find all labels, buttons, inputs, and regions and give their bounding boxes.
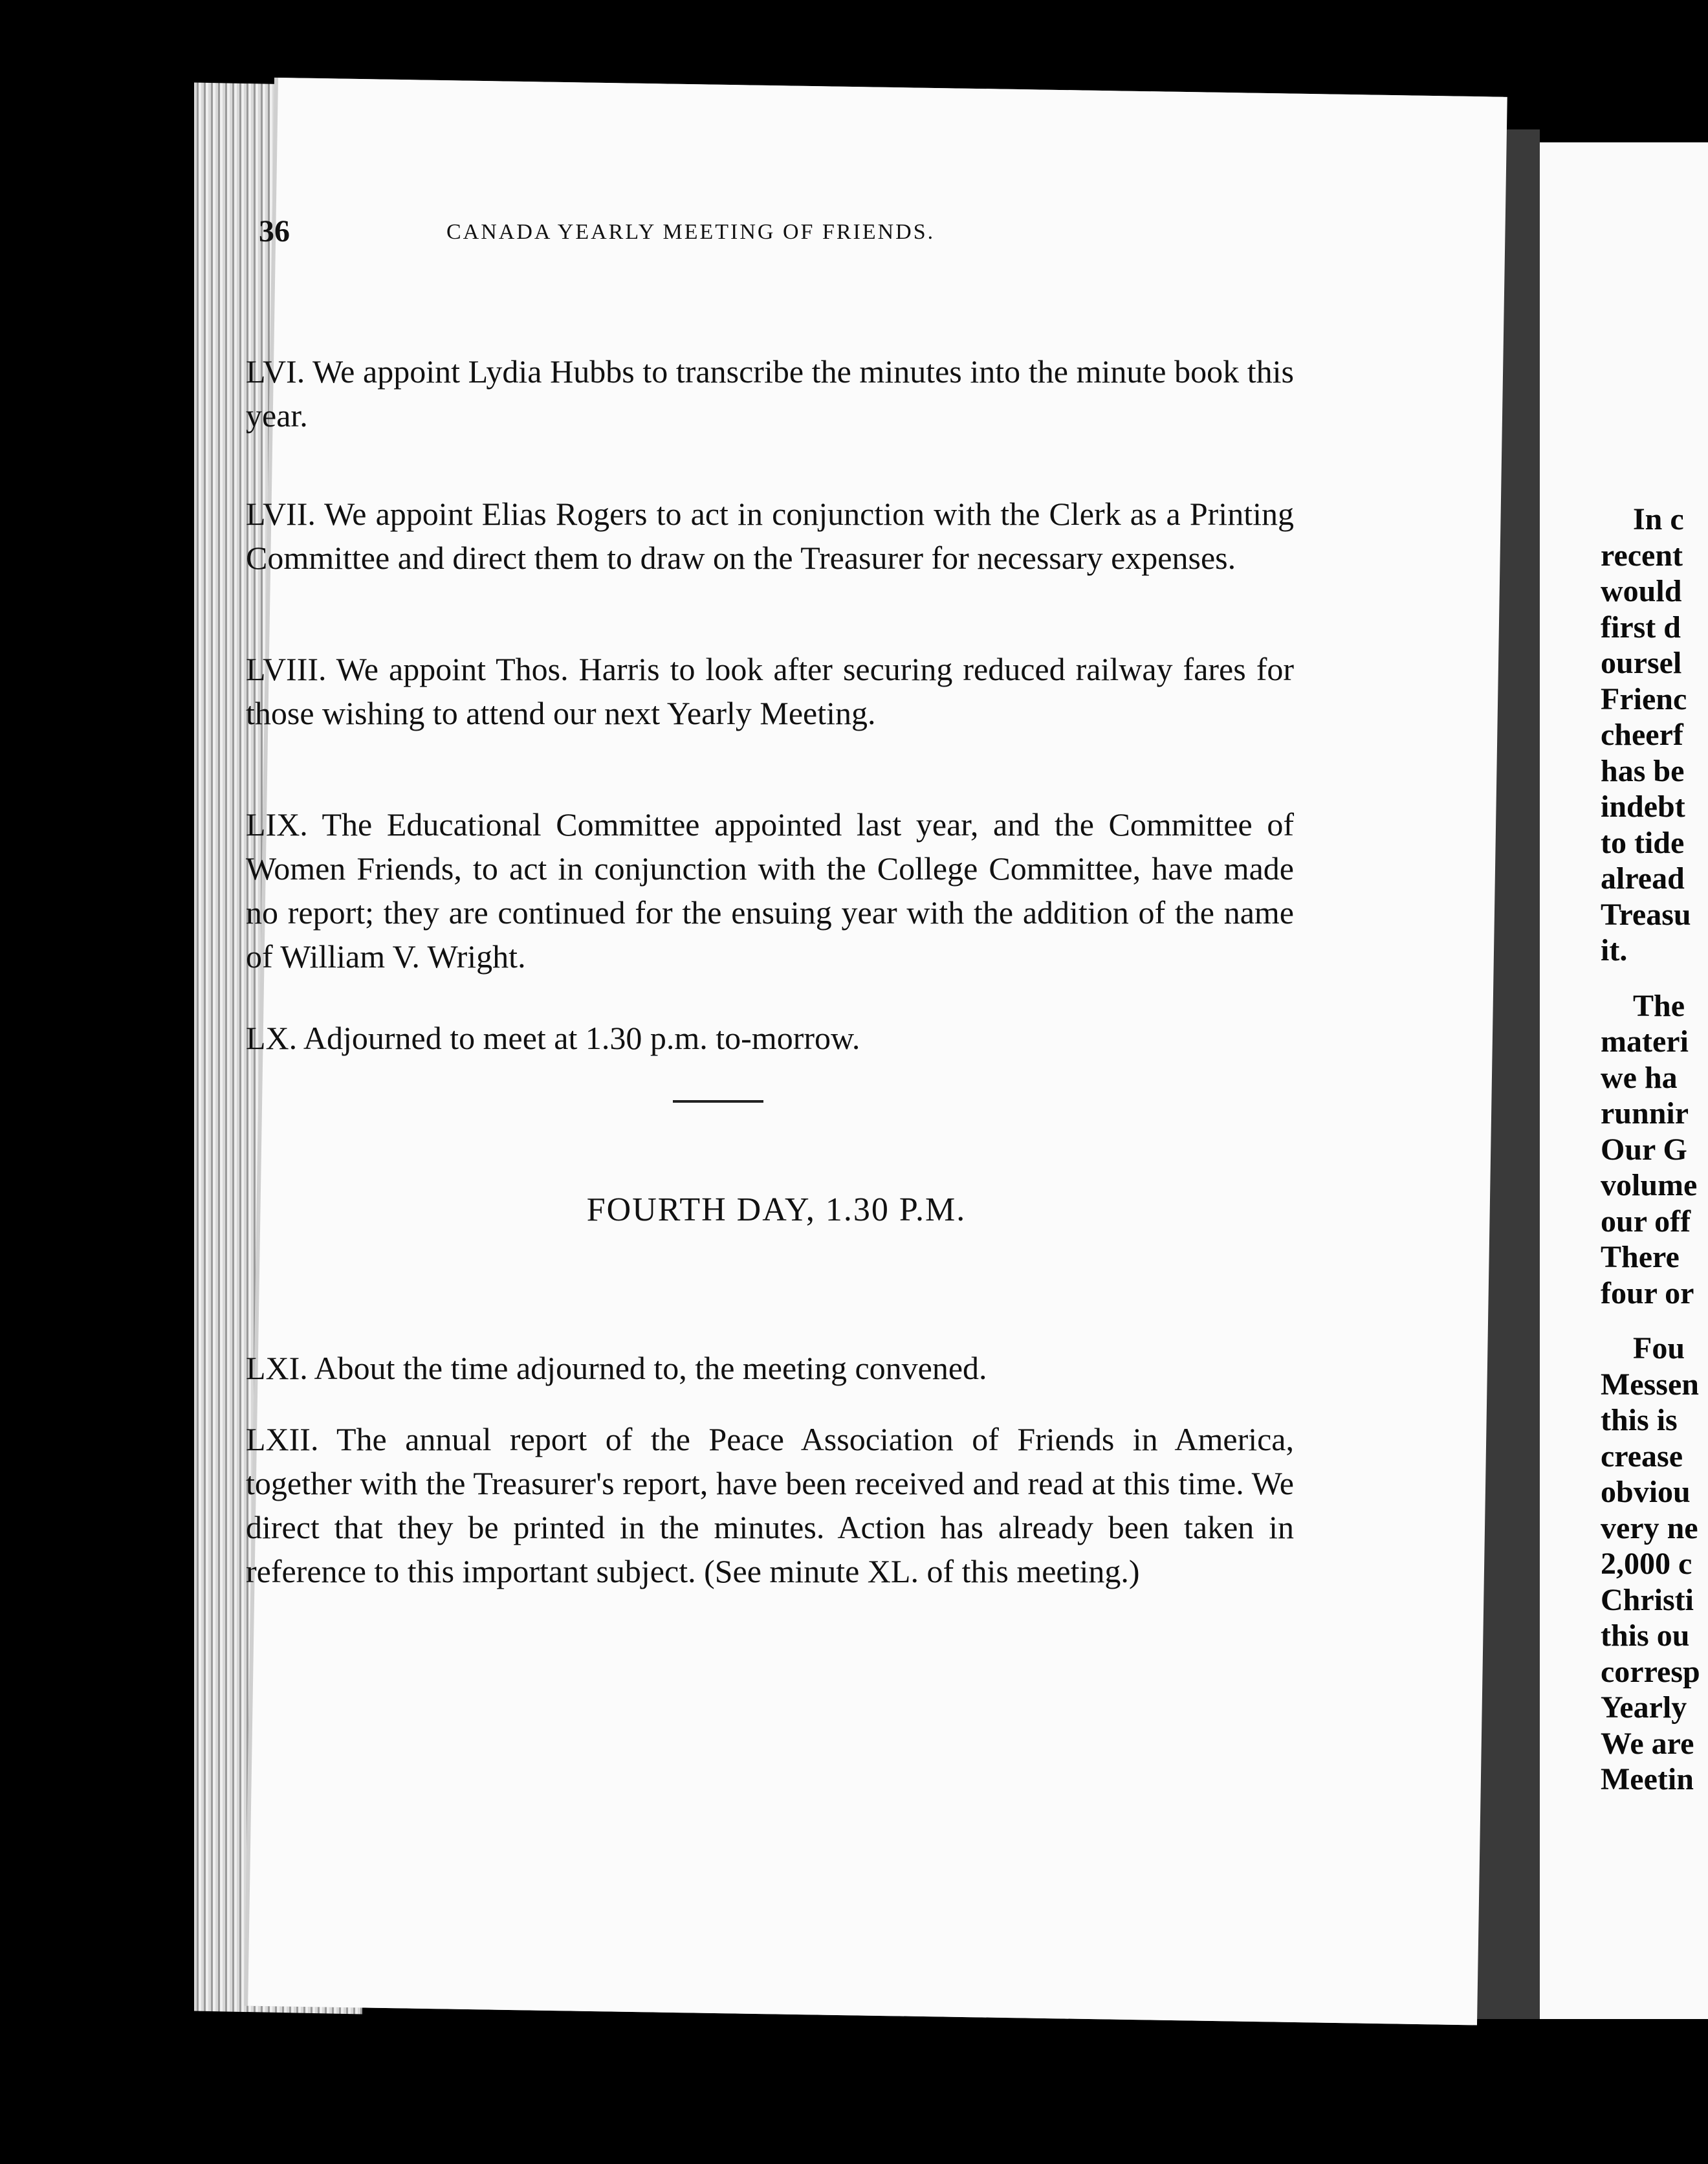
section-heading: FOURTH DAY, 1.30 P.M. <box>586 1191 967 1228</box>
right-page-line: first d <box>1601 610 1681 645</box>
right-page-line: 2,000 c <box>1601 1547 1692 1581</box>
right-page-line: crease <box>1601 1439 1683 1474</box>
right-page-line: this is <box>1601 1403 1678 1437</box>
right-page-line: Meetin <box>1601 1762 1694 1796</box>
right-page-line: Our G <box>1601 1132 1687 1167</box>
page-number: 36 <box>259 214 290 248</box>
right-page-line: obviou <box>1601 1475 1691 1509</box>
right-page-fragments <box>1540 502 1708 1798</box>
right-page-line: materi <box>1601 1024 1689 1059</box>
minute-lxii: LXII. The annual report of the Peace Association of Friends in America, together with the Treasurer's report, have been received and read at this time. We direct that they be printed in the minutes. Action has already been taken in reference to this important subject. (See minute XL. of this meeting.) <box>246 1421 1294 1589</box>
right-page-line: Treasu <box>1601 897 1691 932</box>
right-page-line: four or <box>1601 1275 1694 1310</box>
right-page-line: corresp <box>1601 1654 1700 1689</box>
right-page-line: we ha <box>1601 1060 1678 1095</box>
right-page-line: volume <box>1601 1168 1698 1202</box>
right-page-line: this ou <box>1601 1618 1690 1653</box>
minute-lviii: LVIII. We appoint Thos. Harris to look after securing reduced railway fares for those wishing to attend our next Yearly Meeting. <box>246 651 1294 731</box>
right-page-line: our off <box>1601 1204 1691 1239</box>
right-page-line: runnir <box>1601 1096 1689 1131</box>
right-page-line: In c <box>1633 502 1684 536</box>
right-page-line: indebt <box>1601 789 1685 824</box>
minute-lix: LIX. The Educational Committee appointed last year, and the Committee of Women Friends, to act in conjunction with the College Committee, have made no report; they are continued for the ensuing year with the addition of the name of William V. Wright. <box>246 806 1294 975</box>
minute-lvi: LVI. We appoint Lydia Hubbs to transcribe the minutes into the minute book this year. <box>246 353 1294 434</box>
right-page-line: oursel <box>1601 646 1682 680</box>
right-page-line: very ne <box>1601 1510 1698 1545</box>
right-page-line: We are <box>1601 1726 1694 1761</box>
minute-lvii: LVII. We appoint Elias Rogers to act in conjunction with the Clerk as a Printing Committee and direct them to draw on the Treasurer for necessary expenses. <box>246 496 1294 576</box>
minute-lx: LX. Adjourned to meet at 1.30 p.m. to-morrow. <box>246 1020 860 1056</box>
right-page-line: alread <box>1601 861 1685 896</box>
right-page-line: it. <box>1601 933 1628 967</box>
right-page-line: Christi <box>1601 1582 1694 1617</box>
minute-lxi: LXI. About the time adjourned to, the meeting convened. <box>246 1350 987 1386</box>
running-head: CANADA YEARLY MEETING OF FRIENDS. <box>446 220 936 244</box>
right-page-line: Frienc <box>1601 681 1687 716</box>
right-page-line: cheerf <box>1601 718 1683 752</box>
right-page-line: to tide <box>1601 825 1685 860</box>
right-page-line: The <box>1633 988 1685 1023</box>
right-page <box>1540 142 1708 2019</box>
right-page-line: Fou <box>1633 1331 1685 1365</box>
right-page-line: There <box>1601 1240 1680 1274</box>
right-page-line: Yearly <box>1601 1690 1687 1725</box>
right-page-line: Messen <box>1601 1367 1699 1402</box>
right-page-line: would <box>1601 574 1682 608</box>
section-rule <box>673 1100 763 1103</box>
right-page-line: has be <box>1601 753 1685 788</box>
page-header <box>259 214 1268 252</box>
right-page-line: recent <box>1601 538 1683 573</box>
